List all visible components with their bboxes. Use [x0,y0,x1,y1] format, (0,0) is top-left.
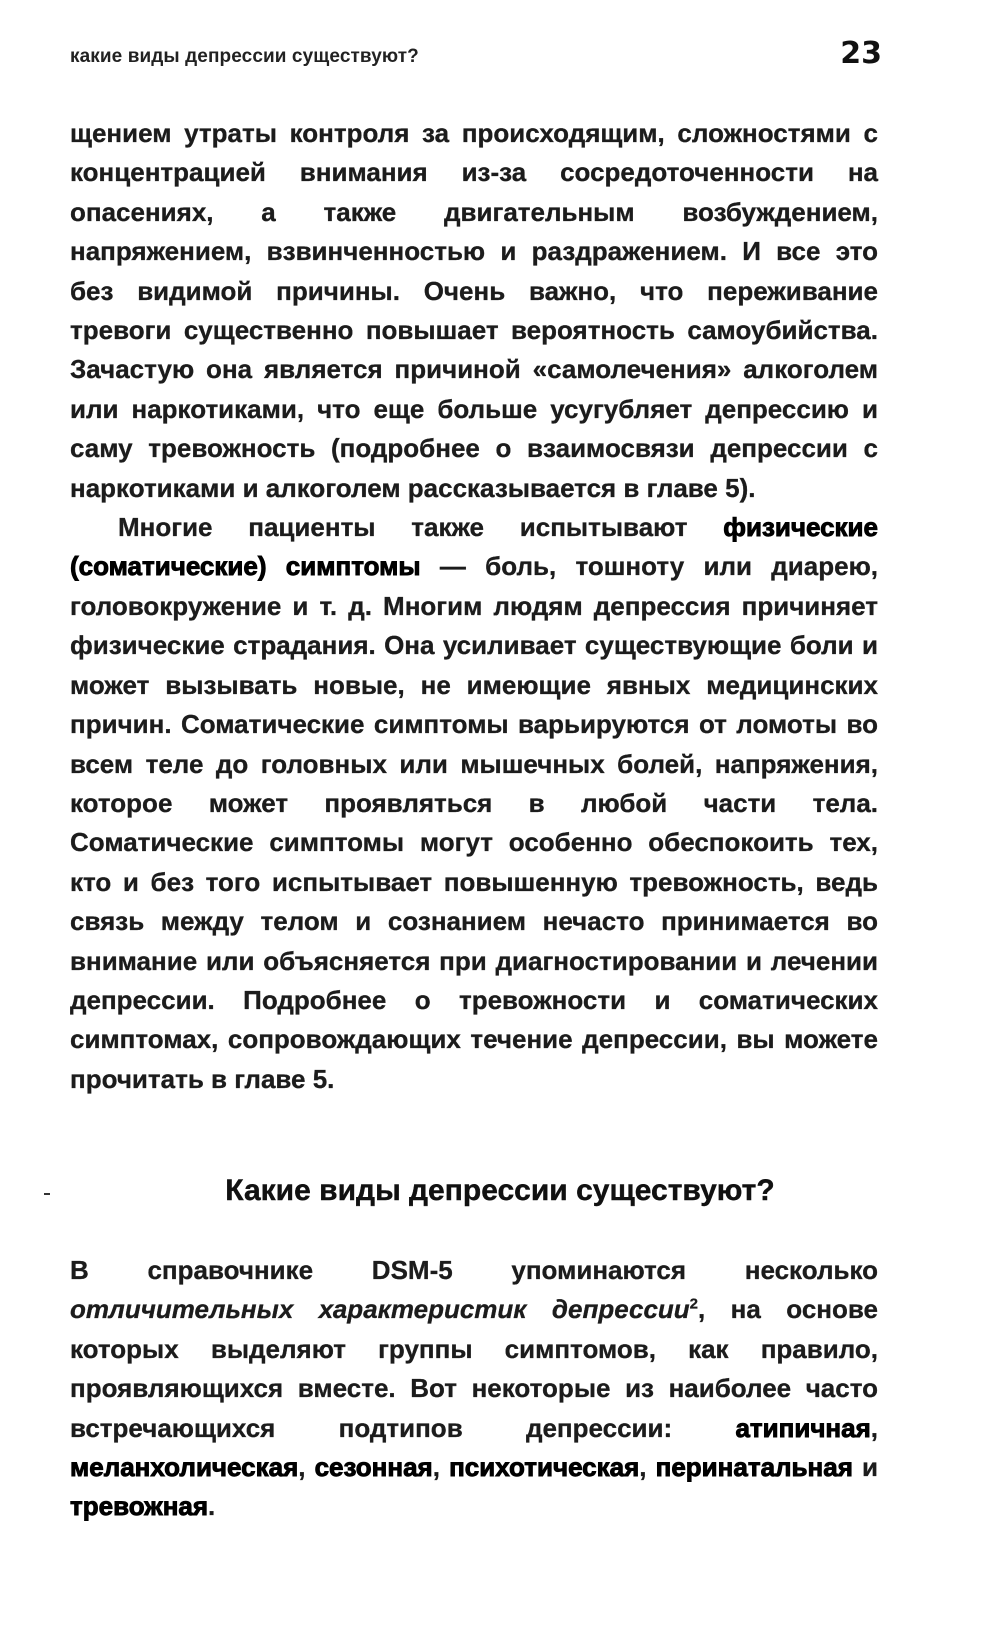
page-number: 23 [840,36,882,71]
types-end: . [208,1491,216,1522]
types-sep: , [870,1412,878,1443]
type-psychotic: психотическая [449,1452,640,1483]
type-perinatal: перинатальная [655,1452,853,1483]
types-sep: и [852,1452,878,1483]
body-text-top [70,114,878,1099]
types-mid: , на основе которых выделяют группы симптомов, как правило, проявляющихся вместе. Вот некоторые из наиболее часто встречающихся подтипов депрессии: [70,1294,878,1443]
type-melancholic: меланхолическая [70,1452,299,1483]
paragraph-anxiety-continued: щением утраты контроля за происходящим, сложностями с концентрацией внимания из-за сосредоточенности на опасениях, а также двигательным возбуждением, напряжением, взвинченностью и раздражением. И все это без видимой причины. Очень важно, что переживание тревоги существенно повышает вероятность самоубийства. Зачастую она является причиной «самолечения» алкоголем или наркотиками, что еще больше усугубляет депрессию и саму тревожность (подробнее о взаимосвязи депрессии с наркотиками и алкоголем рассказывается в главе 5). [70,118,878,503]
paragraph-somatic-symptoms [70,508,878,1099]
term-distinctive-features: отличительных характеристик депрессии [70,1294,690,1325]
section-heading: Какие виды депрессии существуют? [225,1174,775,1207]
paragraph-depression-types [70,1251,878,1527]
type-atypical: атипичная [735,1412,871,1443]
type-anxious: тревожная [70,1491,209,1522]
paragraph-somatic-lead: Многие пациенты также испытывают [118,512,724,543]
types-sep: , [298,1452,315,1483]
running-head: какие виды депрессии существуют? [70,46,419,67]
type-seasonal: сезонная [314,1452,433,1483]
term-somatic-symptoms: физические (соматические) симптомы [70,512,878,582]
types-sep: , [432,1452,450,1483]
types-lead: В справочнике DSM-5 упоминаются несколько [70,1255,878,1285]
paragraph-somatic-rest: — боль, тошноту или диарею, головокружение и т. д. Многим людям депрессия причиняет физические страдания. Она усиливает существующие боли и может вызывать новые, не имеющие явных медицинских причин. Соматические симптомы варьируются от ломоты во всем теле до головных или мышечных болей, напряжения, которое может проявляться в любой части тела. Соматические симптомы могут особенно обеспокоить тех, кто и без того испытывает повышенную тревожность, ведь связь между телом и сознанием нечасто принимается во внимание или объясняется при диагностировании и лечении депрессии. Подробнее о тревожности и соматических симптомах, сопровождающих течение депрессии, вы можете прочитать в главе 5. [70,551,878,1094]
footnote-marker: 2 [689,1295,699,1313]
types-sep: , [639,1452,656,1483]
body-text-bottom [70,1251,878,1527]
